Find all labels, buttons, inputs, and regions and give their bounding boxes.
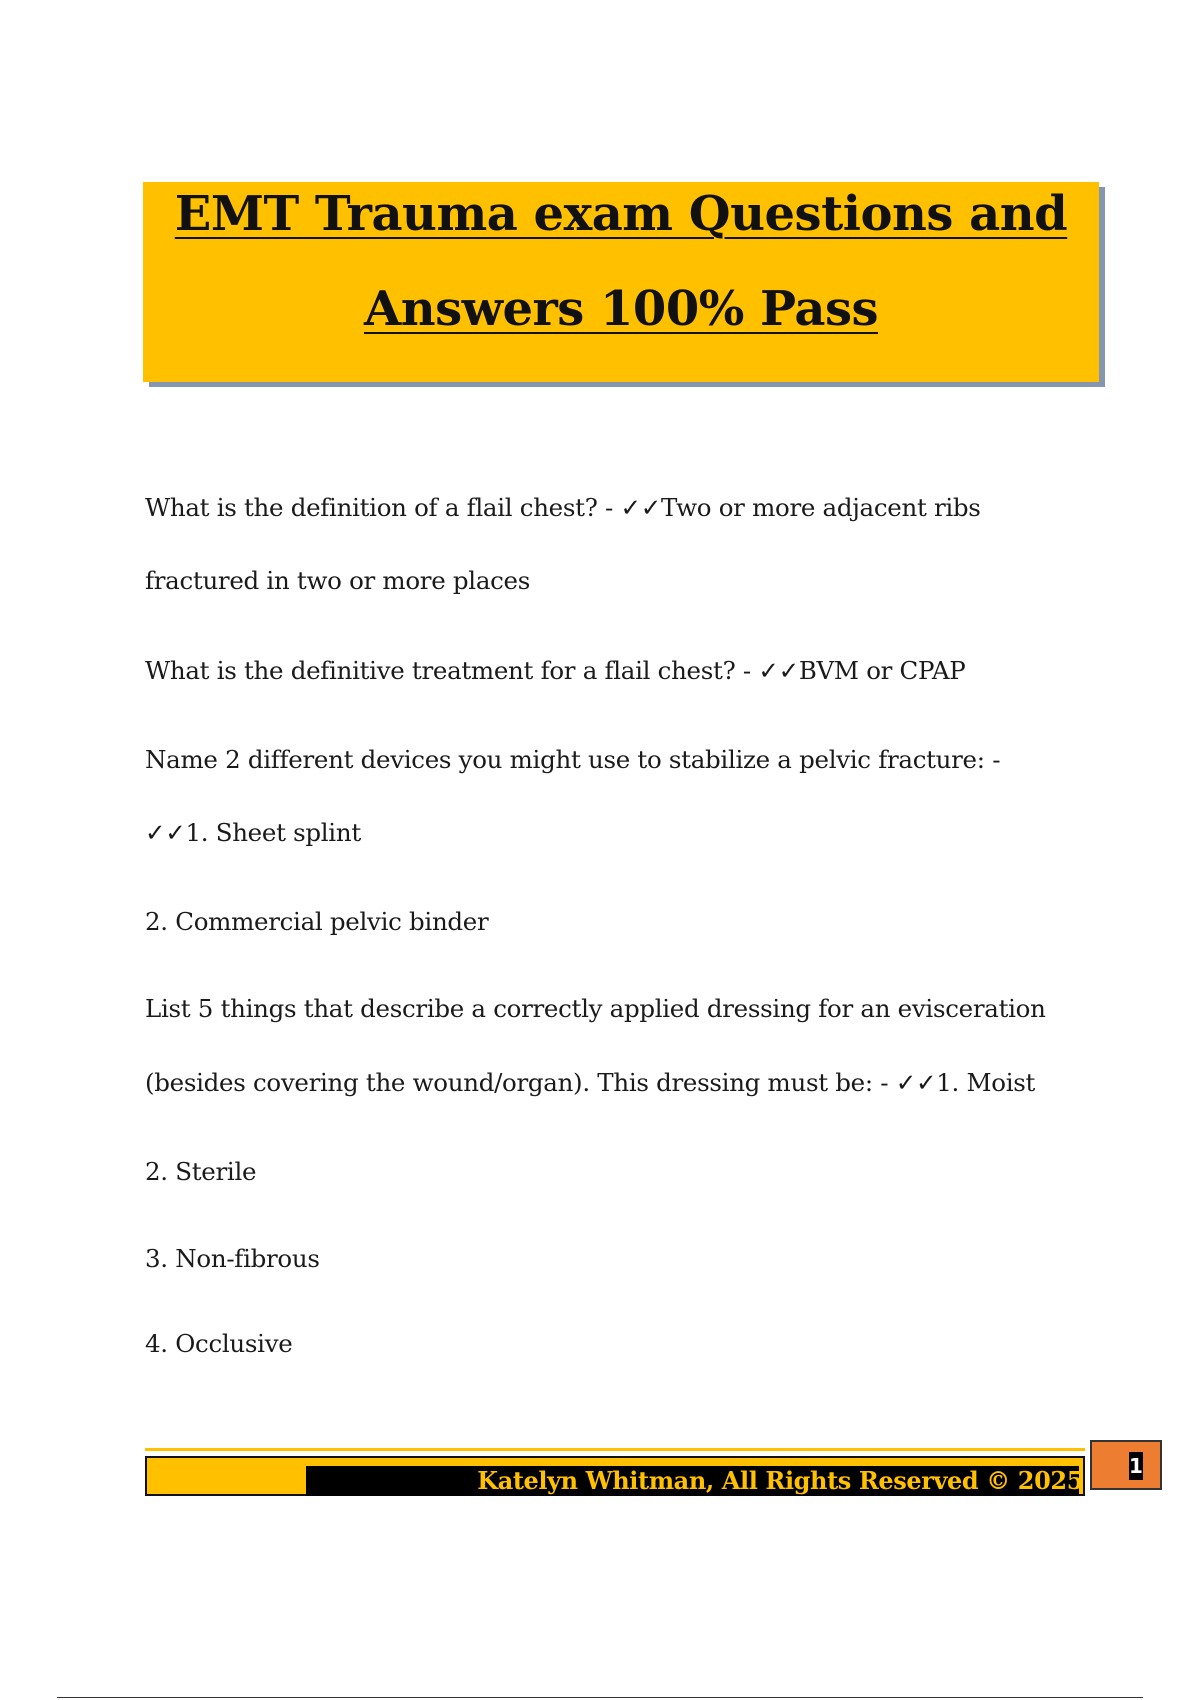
page-number-box	[1090, 1440, 1162, 1490]
answer-3-item-2: 2. Commercial pelvic binder	[145, 907, 489, 936]
question-1-text: What is the definition of a flail chest? - ✓✓Two or more adjacent ribs	[145, 493, 981, 522]
footer-copyright: Katelyn Whitman, All Rights Reserved © 2025	[477, 1466, 1083, 1495]
question-2-text: What is the definitive treatment for a flail chest? - ✓✓BVM or CPAP	[145, 656, 966, 685]
answer-1-continuation: fractured in two or more places	[145, 566, 531, 595]
answer-4-item-2: 2. Sterile	[145, 1157, 257, 1186]
answer-4-item-3: 3. Non-fibrous	[145, 1244, 320, 1273]
question-3-text: Name 2 different devices you might use to stabilize a pelvic fracture: -	[145, 745, 1001, 774]
title-banner	[143, 182, 1099, 382]
question-4-continuation: (besides covering the wound/organ). This dressing must be: - ✓✓1. Moist	[145, 1068, 1036, 1097]
answer-3-item-1: ✓✓1. Sheet splint	[145, 818, 361, 847]
answer-4-item-4: 4. Occlusive	[145, 1329, 293, 1358]
document-title-line-1: EMT Trauma exam Questions and	[174, 186, 1068, 242]
document-title-line-2: Answers 100% Pass	[363, 281, 878, 337]
page-number: 1	[1129, 1454, 1143, 1478]
question-4-text: List 5 things that describe a correctly applied dressing for an evisceration	[145, 994, 1046, 1023]
page-bottom-divider	[57, 1697, 1143, 1698]
footer-divider	[145, 1448, 1085, 1451]
